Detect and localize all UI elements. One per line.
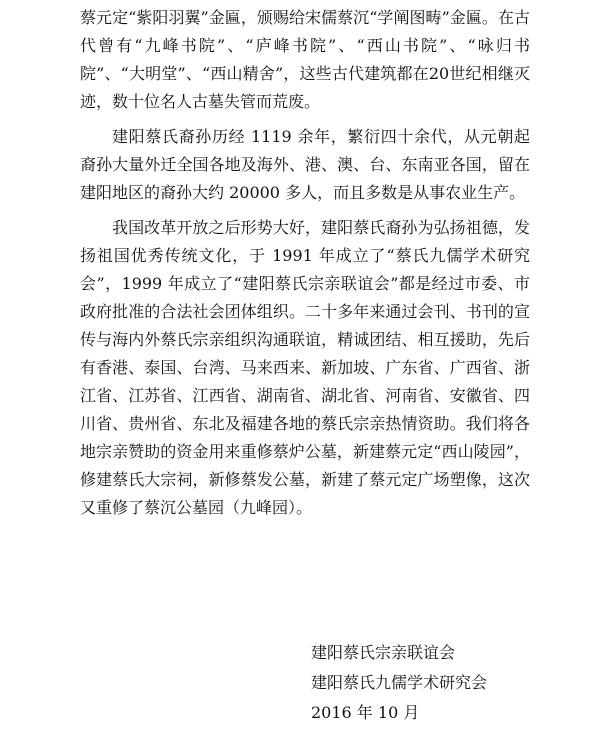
signature-org-2: 建阳蔡氏九儒学术研究会 (311, 673, 488, 692)
paragraph-3: 我国改革开放之后形势大好，建阳蔡氏裔孙为弘扬祖德，发扬祖国优秀传统文化，于 1991 年成立了“蔡氏九儒学术研究会”，1999 年成立了“建阳蔡氏宗亲联谊会”都是经过市委、市政府批准的合法社会团体组织。二十多年来通过会刊、书刊的宣传与海内外蔡氏宗亲组织沟通联谊，精诚团结、相互援助，先后有香港、泰国、台湾、马来西来、新加坡、广东省、广西省、浙江省、江苏省、江西省、湖南省、湖北省、河南省、安徽省、四川省、贵州省、东北及福建各地的蔡氏宗亲热情资助。我们将各地宗亲赞助的资金用来重修蔡炉公墓，新建蔡元定“西山陵园”，修建蔡氏大宗祠，新修蔡发公墓，新建了蔡元定广场塑像，这次又重修了蔡沉公墓园（九峰园）。 (80, 218, 530, 517)
paragraph-2: 建阳蔡氏裔孙历经 1119 余年，繁衍四十余代，从元朝起裔孙大量外迁全国各地及海外、港、澳、台、东南亚各国，留在建阳地区的裔孙大约 20000 多人，而且多数是从事农业生产。 (80, 127, 530, 202)
body-text (80, 4, 530, 529)
signature-org-1: 建阳蔡氏宗亲联谊会 (311, 643, 456, 662)
signature-date: 2016 年 10 月 (311, 703, 420, 722)
signature-block (311, 638, 487, 728)
paragraph-1-continuation: 蔡元定“紫阳羽翼”金匾，颁赐给宋儒蔡沉“学阐图畴”金匾。在古代曾有“九峰书院”、“庐峰书院”、“西山书院”、“咏归书院”、“大明堂”、“西山精舍”，这些古代建筑都在20世纪相继灭迹，数十位名人古墓失管而荒废。 (80, 8, 530, 111)
